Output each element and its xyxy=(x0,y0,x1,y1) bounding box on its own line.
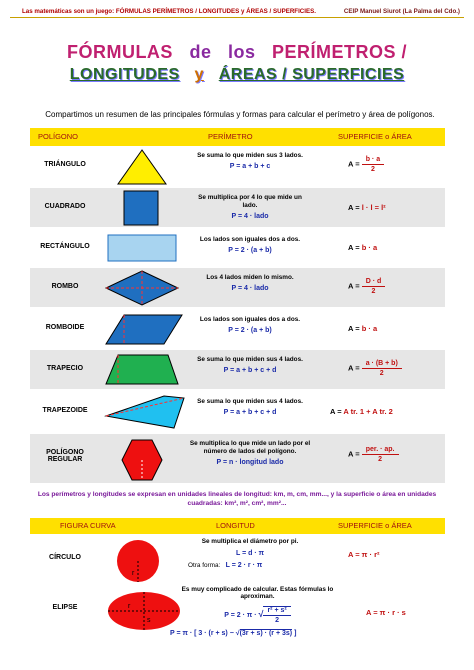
top-bar-left: Las matemáticas son un juego: FÓRMULAS PERÍMETROS / LONGITUDES y ÁREAS / SUPERFICIES. xyxy=(22,8,316,15)
trapezoid-shape xyxy=(102,394,186,432)
top-bar xyxy=(10,6,464,18)
svg-text:r: r xyxy=(128,603,131,610)
row-regular-polygon: POLÍGONO REGULAR Se multiplica lo que mide un lado por el número de lados del polígono. P = n · longitud lado A = $\frac{\text{per. · ap.}}{2}$ xyxy=(30,434,445,484)
title-line-2: LONGITUDES y ÁREAS / SUPERFICIES xyxy=(69,66,405,83)
hexagon-shape xyxy=(102,438,182,482)
svg-text:s: s xyxy=(147,617,151,624)
row-ellipse: ELIPSE r s Es muy complicado de calcular. Estas fórmulas lo aproximan. P = 2 · π · √ $\frac{\text{r² + s²}}{2}$ P = π · [ 3 · (r + s) − √(3r + s) · (r + 3s) ] A = π · r · s xyxy=(30,586,445,648)
rhombus-shape xyxy=(102,270,182,306)
top-bar-right: CEIP Manuel Siurot (La Palma del Cdo.) xyxy=(343,8,460,15)
row-circle: CÍRCULO r Se multiplica el diámetro por pi. L = d · π Otra forma: L = 2 · r · π A = π · r² xyxy=(30,536,445,584)
title-line-1: FÓRMULAS de los PERÍMETROS / xyxy=(66,42,408,62)
row-romboid: ROMBOIDE Los lados son iguales dos a dos. P = 2 · (a + b) A = b · a xyxy=(30,310,445,348)
polygon-table-header: POLÍGONO PERÍMETRO SUPERFICIE o ÁREA xyxy=(30,128,445,146)
curve-table-header: FIGURA CURVA LONGITUD SUPERFICIE o ÁREA xyxy=(30,518,445,534)
romboid-shape xyxy=(102,314,186,346)
trapezium-shape xyxy=(102,354,182,386)
svg-text:r: r xyxy=(132,570,135,577)
row-rectangle: RECTÁNGULO Los lados son iguales dos a dos. P = 2 · (a + b) A = b · a xyxy=(30,230,445,266)
square-shape xyxy=(102,190,182,226)
units-note: Los perímetros y longitudes se expresan en unidades lineales de longitud: km, m, cm, mm..., y la superficie o área en unidades cuadradas: km², m², cm², mm²... xyxy=(37,491,437,507)
rectangle-shape xyxy=(102,234,182,264)
circle-shape xyxy=(110,538,166,584)
row-triangle: TRIÁNGULO Se suma lo que miden sus 3 lados. P = a + b + c A = $\frac{b \cdot a}{2}$ xyxy=(30,146,445,186)
row-square: CUADRADO Se multiplica por 4 lo que mide un lado. P = 4 · lado A = l · l = l² xyxy=(30,188,445,228)
triangle-shape xyxy=(102,148,182,186)
row-trapezium: TRAPECIO Se suma lo que miden sus 4 lados. P = a + b + c + d A = $\frac{a \cdot (B + b)}{2}$ xyxy=(30,350,445,390)
row-rhombus: ROMBO Los 4 lados miden lo mismo. P = 4 · lado A = $\frac{D \cdot d}{2}$ xyxy=(30,268,445,308)
row-trapezoid: TRAPEZOIDE Se suma lo que miden sus 4 lados. P = a + b + c + d A = A tr. 1 + A tr. 2 xyxy=(30,392,445,432)
intro-text: Compartimos un resumen de las principales fórmulas y formas para calcular el perímetro y área de polígonos. xyxy=(45,110,435,119)
